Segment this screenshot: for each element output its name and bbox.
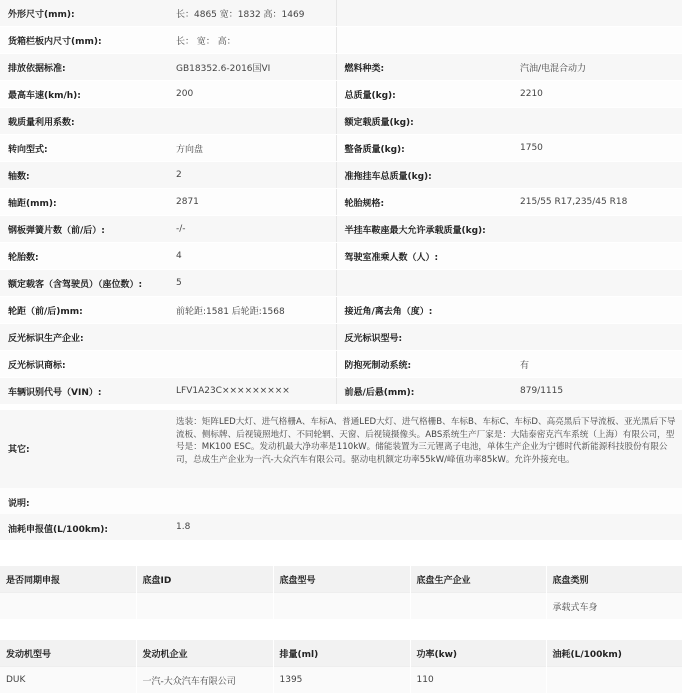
spec-key: 额定载客（含驾驶员）（座位数）: xyxy=(0,270,168,297)
spec-key: 轮胎规格: xyxy=(336,189,512,216)
spec-value: 2 xyxy=(168,162,336,189)
spec-value: -/- xyxy=(168,216,336,243)
spec-key xyxy=(336,0,512,27)
chassis-cell xyxy=(410,593,546,620)
chassis-cell: 承载式车身 xyxy=(546,593,682,620)
engine-header-cell: 油耗(L/100km) xyxy=(546,640,682,667)
note-label: 说明: xyxy=(8,499,30,509)
spec-value xyxy=(512,0,682,27)
engine-cell: 一汽-大众汽车有限公司 xyxy=(136,667,273,694)
spec-key: 接近角/离去角（度）: xyxy=(336,297,512,324)
spec-key: 货箱栏板内尺寸(mm): xyxy=(0,27,168,54)
spec-key: 驾驶室准乘人数（人）: xyxy=(336,243,512,270)
other-info-row xyxy=(0,410,682,490)
spec-value xyxy=(512,243,682,270)
chassis-header-cell: 底盘生产企业 xyxy=(410,566,546,593)
spec-value xyxy=(512,27,682,54)
spec-value: 879/1115 xyxy=(512,378,682,405)
fuel-row xyxy=(0,514,682,540)
spec-value xyxy=(512,324,682,351)
spec-value: 5 xyxy=(168,270,336,297)
spec-value: GB18352.6-2016国VI xyxy=(168,54,336,81)
spec-key: 载质量利用系数: xyxy=(0,108,168,135)
spec-key: 半挂车鞍座最大允许承载质量(kg): xyxy=(336,216,512,243)
spec-value: 长： 宽： 高： xyxy=(168,27,336,54)
chassis-header-row xyxy=(0,566,682,593)
spec-row xyxy=(0,351,682,378)
fuel-value: 1.8 xyxy=(176,522,191,532)
engine-table xyxy=(0,640,682,693)
spec-row xyxy=(0,297,682,324)
chassis-header-cell: 底盘型号 xyxy=(273,566,410,593)
spec-row xyxy=(0,216,682,243)
spec-value xyxy=(168,324,336,351)
engine-cell xyxy=(546,667,682,694)
spec-value: 2871 xyxy=(168,189,336,216)
engine-header-cell: 发动机型号 xyxy=(0,640,136,667)
spec-value: 方向盘 xyxy=(168,135,336,162)
spec-row xyxy=(0,243,682,270)
spec-key: 总质量(kg): xyxy=(336,81,512,108)
spec-row xyxy=(0,27,682,54)
spec-key: 转向型式: xyxy=(0,135,168,162)
spec-key: 准拖挂车总质量(kg): xyxy=(336,162,512,189)
spec-row xyxy=(0,135,682,162)
engine-header-cell: 功率(kw) xyxy=(410,640,546,667)
chassis-cell xyxy=(273,593,410,620)
spec-row xyxy=(0,189,682,216)
chassis-header-cell: 是否同期申报 xyxy=(0,566,136,593)
engine-header-cell: 发动机企业 xyxy=(136,640,273,667)
chassis-cell xyxy=(136,593,273,620)
spec-key: 外形尺寸(mm): xyxy=(0,0,168,27)
chassis-header-cell: 底盘类别 xyxy=(546,566,682,593)
engine-header-row xyxy=(0,640,682,667)
spec-key: 钢板弹簧片数（前/后）: xyxy=(0,216,168,243)
spec-key: 前悬/后悬(mm): xyxy=(336,378,512,405)
spec-key: 防抱死制动系统: xyxy=(336,351,512,378)
spec-value xyxy=(512,162,682,189)
other-text: 选装：矩阵LED大灯、进气格栅A、车标A、普通LED大灯、进气格栅B、车标B、车标C、车标D、高亮黑后下导流板、亚光黑后下导流板、侧标牌、后视镜照地灯、不同轮辋、天窗、后视镜摄像头。ABS系统生产厂家是：大陆泰密克汽车系统（上海）有限公司，型号是：MK100 ESC。发动机最大净功率是110kW。储能装置为三元锂离子电池，单体生产企业为宁德时代新能源科技股份有限公司，总成生产企业为一汽-大众汽车有限公司。驱动电机额定功率55kW/峰值功率85kW。允许外接充电。 xyxy=(176,417,676,465)
spec-row xyxy=(0,108,682,135)
engine-cell: 110 xyxy=(410,667,546,694)
spec-row xyxy=(0,54,682,81)
spec-value: 1750 xyxy=(512,135,682,162)
other-label: 其它: xyxy=(8,445,30,455)
spec-value: 2210 xyxy=(512,81,682,108)
spec-value: 200 xyxy=(168,81,336,108)
spec-key xyxy=(336,270,512,297)
spec-value xyxy=(512,216,682,243)
spec-key: 反光标识生产企业: xyxy=(0,324,168,351)
spec-key: 反光标识商标: xyxy=(0,351,168,378)
spec-key: 整备质量(kg): xyxy=(336,135,512,162)
spec-value xyxy=(168,108,336,135)
spec-value xyxy=(512,108,682,135)
spec-key: 轮距（前/后)mm: xyxy=(0,297,168,324)
spec-row xyxy=(0,81,682,108)
engine-cell: DUK xyxy=(0,667,136,694)
spec-row xyxy=(0,378,682,405)
spec-key: 轴数: xyxy=(0,162,168,189)
fuel-label: 油耗申报值(L/100km): xyxy=(8,525,108,535)
spec-key: 最高车速(km/h): xyxy=(0,81,168,108)
spec-key: 车辆识别代号（VIN）: xyxy=(0,378,168,405)
chassis-cell xyxy=(0,593,136,620)
chassis-table xyxy=(0,566,682,619)
spec-value: 长：4865 宽：1832 高：1469 xyxy=(168,0,336,27)
spec-value: 215/55 R17,235/45 R18 xyxy=(512,189,682,216)
spec-key: 燃料种类: xyxy=(336,54,512,81)
note-row xyxy=(0,488,682,514)
spec-row xyxy=(0,162,682,189)
spec-key: 排放依据标准: xyxy=(0,54,168,81)
spec-value: 有 xyxy=(512,351,682,378)
spec-value xyxy=(512,270,682,297)
spec-key: 反光标识型号: xyxy=(336,324,512,351)
spec-value xyxy=(168,351,336,378)
spec-key: 轮胎数: xyxy=(0,243,168,270)
spec-row xyxy=(0,0,682,27)
spec-row xyxy=(0,270,682,297)
chassis-header-cell: 底盘ID xyxy=(136,566,273,593)
spec-key: 轴距(mm): xyxy=(0,189,168,216)
engine-header-cell: 排量(ml) xyxy=(273,640,410,667)
spec-key xyxy=(336,27,512,54)
engine-cell: 1395 xyxy=(273,667,410,694)
spec-key: 额定载质量(kg): xyxy=(336,108,512,135)
chassis-data-row xyxy=(0,593,682,620)
engine-data-row xyxy=(0,667,682,694)
spec-value xyxy=(512,297,682,324)
spec-value: 汽油/电混合动力 xyxy=(512,54,682,81)
spec-value: 4 xyxy=(168,243,336,270)
spec-value: LFV1A23C××××××××× xyxy=(168,378,336,405)
spec-row xyxy=(0,324,682,351)
spec-value: 前轮距:1581 后轮距:1568 xyxy=(168,297,336,324)
